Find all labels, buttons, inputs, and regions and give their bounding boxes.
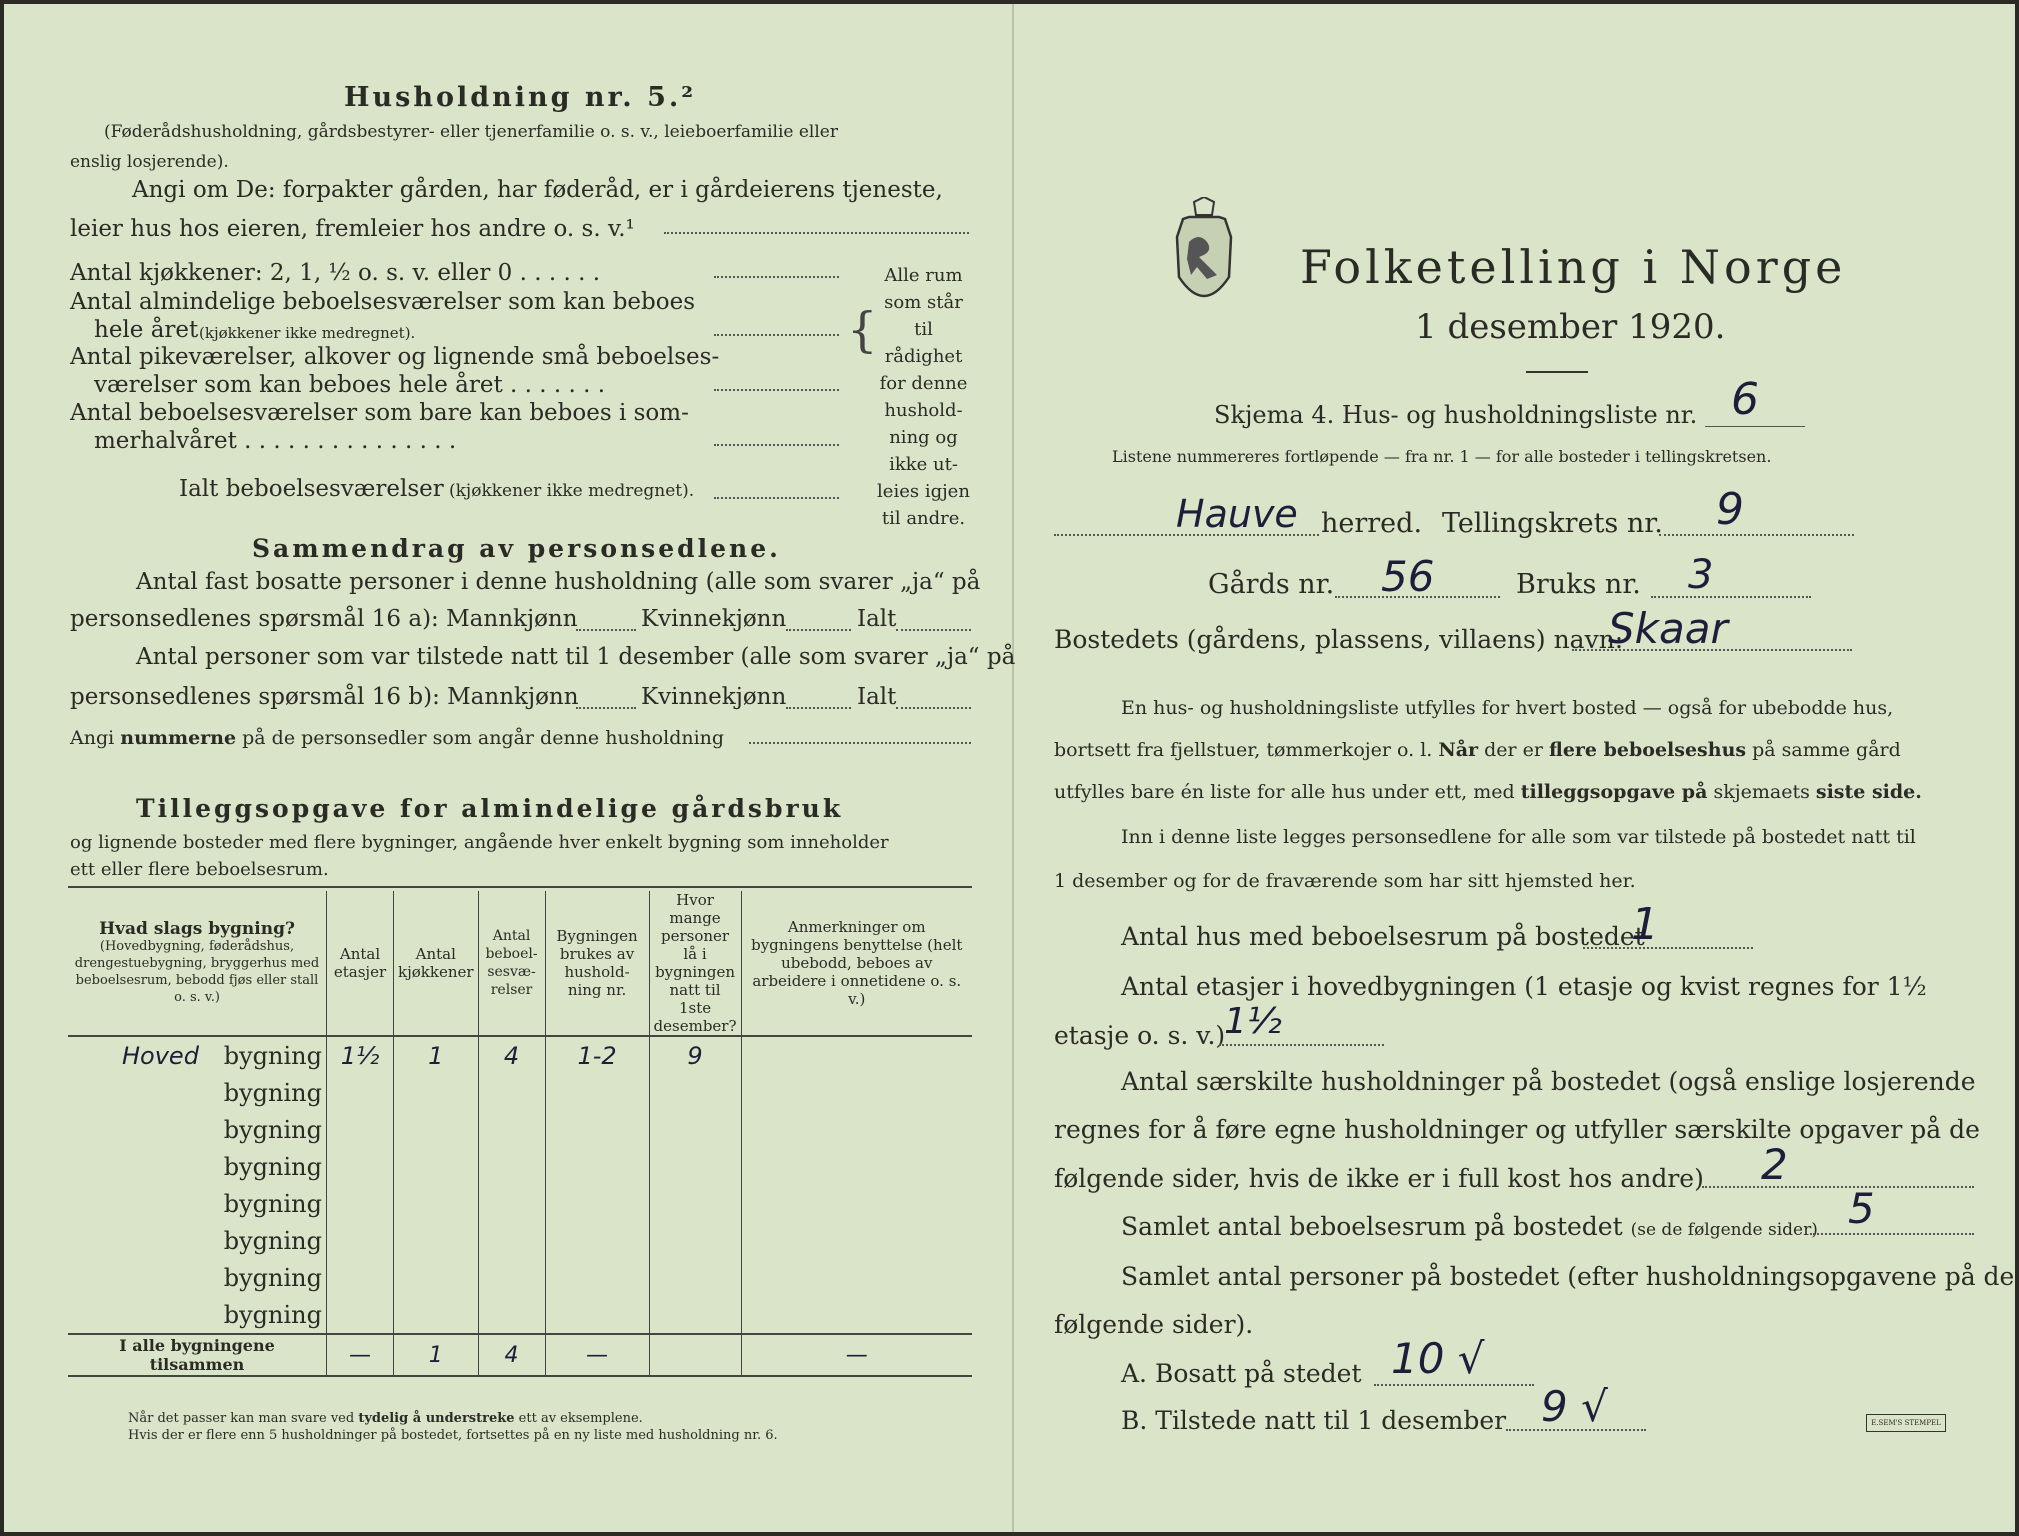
q-hus-fill — [1583, 947, 1753, 949]
rooms-small-2: værelser som kan beboes hele året . . . . . . . — [94, 372, 606, 398]
table-row: bygning — [68, 1111, 972, 1148]
q-pers-1: Samlet antal personer på bostedet (efter husholdningsopgavene på de — [1121, 1262, 2015, 1291]
skjema-fill — [1705, 426, 1805, 427]
rooms-summer: Antal beboelsesværelser som bare kan beboes i som- — [70, 400, 689, 426]
header-husholdning: Bygningen brukes av hushold-ning nr. — [545, 891, 649, 1036]
main-date: 1 desember 1920. — [1415, 307, 1726, 347]
gards-label: Gårds nr. — [1208, 569, 1335, 600]
tillegg-line-2: ett eller flere beboelsesrum. — [70, 859, 329, 880]
ialt-fill — [714, 497, 839, 499]
row-personer: 9 — [649, 1036, 741, 1074]
header-vaerelser: Antal beboel-sesvæ-relser — [478, 891, 545, 1036]
listene-note: Listene nummereres fortløpende — fra nr. 1 — for alle bosteder i tellingskretsen. — [1112, 447, 1772, 466]
rooms-ordinary-note: (kjøkkener ikke medregnet). — [199, 324, 416, 342]
footnote-1: Når det passer kan man svare ved tydelig å understreke ett av eksemplene. — [128, 1411, 643, 1426]
para1-line2: bortsett fra fjellstuer, tømmerkojer o. l. Når der er flere beboelseshus på samme gård — [1054, 739, 1901, 761]
rooms-small-fill — [714, 389, 839, 391]
table-rule-top — [68, 886, 972, 888]
row-etasjer: 1½ — [327, 1036, 394, 1074]
rooms-ordinary: Antal almindelige beboelsesværelser som kan beboes — [70, 289, 696, 315]
footnote-2: Hvis der er flere enn 5 husholdninger på bostedet, fortsettes på en ny liste med husholdning nr. 6. — [128, 1428, 778, 1443]
table-row: bygning — [68, 1259, 972, 1296]
angi-line-2: leier hus hos eieren, fremleier hos andre o. s. v.¹ — [70, 216, 635, 242]
table-row: bygning — [68, 1296, 972, 1334]
row-type: Hoved bygning — [122, 1041, 322, 1070]
summary-line-1: Antal fast bosatte personer i denne husholdning (alle som svarer „ja“ på — [136, 569, 981, 595]
brace: { — [847, 302, 878, 358]
bosted-value: Skaar — [1608, 604, 1728, 653]
q-etasjer-fill — [1219, 1044, 1384, 1046]
rooms-kitchen-fill — [714, 276, 839, 278]
mann-2-fill — [576, 707, 636, 709]
tillegg-title: Tilleggsopgave for almindelige gårdsbruk — [136, 794, 844, 823]
title-rule — [1526, 371, 1588, 373]
para2-line2: 1 desember og for de fraværende som har sitt hjemsted her. — [1054, 870, 1636, 892]
rooms-summer-2: merhalvåret . . . . . . . . . . . . . . . — [94, 428, 457, 454]
table-row: bygning — [68, 1148, 972, 1185]
right-page — [1016, 4, 2015, 1532]
printer-stamp: E.SEM'S STEMPEL — [1866, 1414, 1946, 1432]
rooms-ordinary-fill — [714, 334, 839, 336]
q-hush-3: følgende sider, hvis de ikke er i full kost hos andre) — [1054, 1164, 1704, 1193]
q-tilstede: B. Tilstede natt til 1 desember — [1121, 1406, 1507, 1435]
building-table — [68, 891, 972, 1377]
herred-label: herred. — [1321, 508, 1423, 539]
a-rum: 5 — [1848, 1184, 1875, 1233]
table-row — [68, 1036, 972, 1074]
q-hush-1: Antal særskilte husholdninger på bostedet (også enslige losjerende — [1121, 1067, 1976, 1096]
header-personer: Hvor mange personer lå i bygningen natt til 1ste desember? — [649, 891, 741, 1036]
table-sum-row: I alle bygningene tilsammen — 1 4 — — — [68, 1334, 972, 1376]
q-etasjer-2: etasje o. s. v.) — [1054, 1021, 1226, 1050]
q-rum: Samlet antal beboelsesrum på bostedet (se de følgende sider) — [1121, 1212, 1818, 1241]
q-hush-fill — [1702, 1186, 1974, 1188]
header-anmerkninger: Anmerkninger om bygningens benyttelse (helt ubebodd, beboes av arbeidere i onnetidene o. s. v.) — [741, 891, 972, 1036]
household-subtitle-1: (Føderådshusholdning, gårdsbestyrer- eller tjenerfamilie o. s. v., leieboerfamilie eller — [104, 122, 838, 142]
census-sheet — [4, 4, 2015, 1532]
kvinne-2-label: Kvinnekjønn — [641, 684, 787, 710]
q-pers-2: følgende sider). — [1054, 1310, 1254, 1339]
table-row: bygning — [68, 1185, 972, 1222]
a-hus: 1 — [1631, 899, 1659, 950]
para1-line1: En hus- og husholdningsliste utfylles for hvert bosted — også for ubebodde hus, — [1121, 697, 1894, 719]
rooms-small: Antal pikeværelser, alkover og lignende små beboelses- — [70, 344, 720, 370]
summary-title: Sammendrag av personsedlene. — [252, 534, 781, 563]
tillegg-line-1: og lignende bosteder med flere bygninger, angående hver enkelt bygning som inneholder — [70, 832, 889, 853]
summary-line-4: personsedlenes spørsmål 16 b): Mannkjønn — [70, 684, 579, 710]
bosted-label: Bostedets (gårdens, plassens, villaens) navn: — [1054, 625, 1624, 654]
side-note: Alle rum som står til rådighet for denne hushold- ning og ikke ut- leies igjen til andre. — [877, 265, 970, 529]
row-kjokkener: 1 — [394, 1036, 479, 1074]
a-tilstede: 9 √ — [1541, 1382, 1608, 1431]
q-etasjer-1: Antal etasjer i hovedbygningen (1 etasje og kvist regnes for 1½ — [1121, 972, 1927, 1001]
mann-1-fill — [576, 629, 636, 631]
krets-label: Tellingskrets nr. — [1442, 508, 1663, 539]
header-etasjer: Antal etasjer — [327, 891, 394, 1036]
herred-value: Hauve — [1176, 492, 1298, 536]
krets-value: 9 — [1716, 484, 1744, 535]
angi-fill — [664, 232, 969, 234]
ialt-2-fill — [896, 707, 971, 709]
para1-line3: utfylles bare én liste for alle hus under ett, med tilleggsopgave på skjemaets siste side. — [1054, 781, 1922, 803]
table-row: bygning — [68, 1222, 972, 1259]
q-rum-fill — [1810, 1233, 1974, 1235]
rooms-ordinary-2: hele året — [94, 317, 199, 343]
summary-line-3: Antal personer som var tilstede natt til 1 desember (alle som svarer „ja“ på — [136, 644, 1016, 670]
q-hus: Antal hus med beboelsesrum på bostedet — [1121, 922, 1645, 951]
para2-line1: Inn i denne liste legges personsedlene for alle som var tilstede på bostedet natt til — [1121, 826, 1916, 848]
ialt-note: (kjøkkener ikke medregnet). — [449, 481, 695, 501]
a-bosatt: 10 √ — [1391, 1334, 1485, 1383]
row-husholdning: 1-2 — [545, 1036, 649, 1074]
kvinne-1-label: Kvinnekjønn — [641, 606, 787, 632]
header-type: Hvad slags bygning? (Hovedbygning, føderådshus, drengestuebygning, bryggerhus med beboelsesrum, bebodd fjøs eller stall o. s. v.) — [68, 891, 327, 1036]
q-hush-2: regnes for å føre egne husholdninger og utfyller særskilte opgaver på de — [1054, 1115, 1980, 1144]
gards-value: 56 — [1381, 552, 1435, 601]
main-title: Folketelling i Norge — [1300, 240, 1847, 294]
skjema-value: 6 — [1731, 374, 1759, 425]
summary-line-2: personsedlenes spørsmål 16 a): Mannkjønn — [70, 606, 578, 632]
kvinne-1-fill — [786, 629, 851, 631]
left-page — [4, 4, 1014, 1532]
a-hush: 2 — [1761, 1140, 1788, 1189]
coat-of-arms-icon — [1169, 197, 1239, 317]
angi-nummer: Angi nummerne på de personsedler som angår denne husholdning — [70, 727, 725, 749]
angi-line-1: Angi om De: forpakter gården, har føderåd, er i gårdeierens tjeneste, — [132, 177, 943, 203]
ialt-1-label: Ialt — [857, 606, 897, 632]
a-etasjer: 1½ — [1224, 1001, 1282, 1042]
row-vaerelser: 4 — [478, 1036, 545, 1074]
ialt-label: Ialt beboelsesværelser — [179, 476, 444, 502]
rooms-kitchen: Antal kjøkkener: 2, 1, ½ o. s. v. eller 0 . . . . . . — [70, 260, 601, 286]
bruks-value: 3 — [1688, 552, 1714, 598]
kvinne-2-fill — [786, 707, 851, 709]
bruks-fill — [1651, 596, 1811, 598]
q-bosatt-fill — [1374, 1384, 1534, 1386]
rooms-summer-fill — [714, 444, 839, 446]
skjema-label: Skjema 4. Hus- og husholdningsliste nr. — [1214, 401, 1698, 429]
table-row: bygning — [68, 1074, 972, 1111]
krets-fill — [1659, 534, 1854, 536]
sum-label: I alle bygningene tilsammen — [68, 1334, 327, 1376]
q-bosatt: A. Bosatt på stedet — [1121, 1359, 1362, 1388]
row-anm — [741, 1036, 972, 1074]
household-title: Husholdning nr. 5.² — [344, 82, 697, 113]
ialt-1-fill — [896, 629, 971, 631]
angi-nummer-fill — [749, 742, 971, 744]
header-kjokkener: Antal kjøkkener — [394, 891, 479, 1036]
household-subtitle-2: enslig losjerende). — [70, 152, 229, 172]
table-header-row — [68, 891, 972, 1036]
bruks-label: Bruks nr. — [1516, 569, 1641, 600]
ialt-2-label: Ialt — [857, 684, 897, 710]
